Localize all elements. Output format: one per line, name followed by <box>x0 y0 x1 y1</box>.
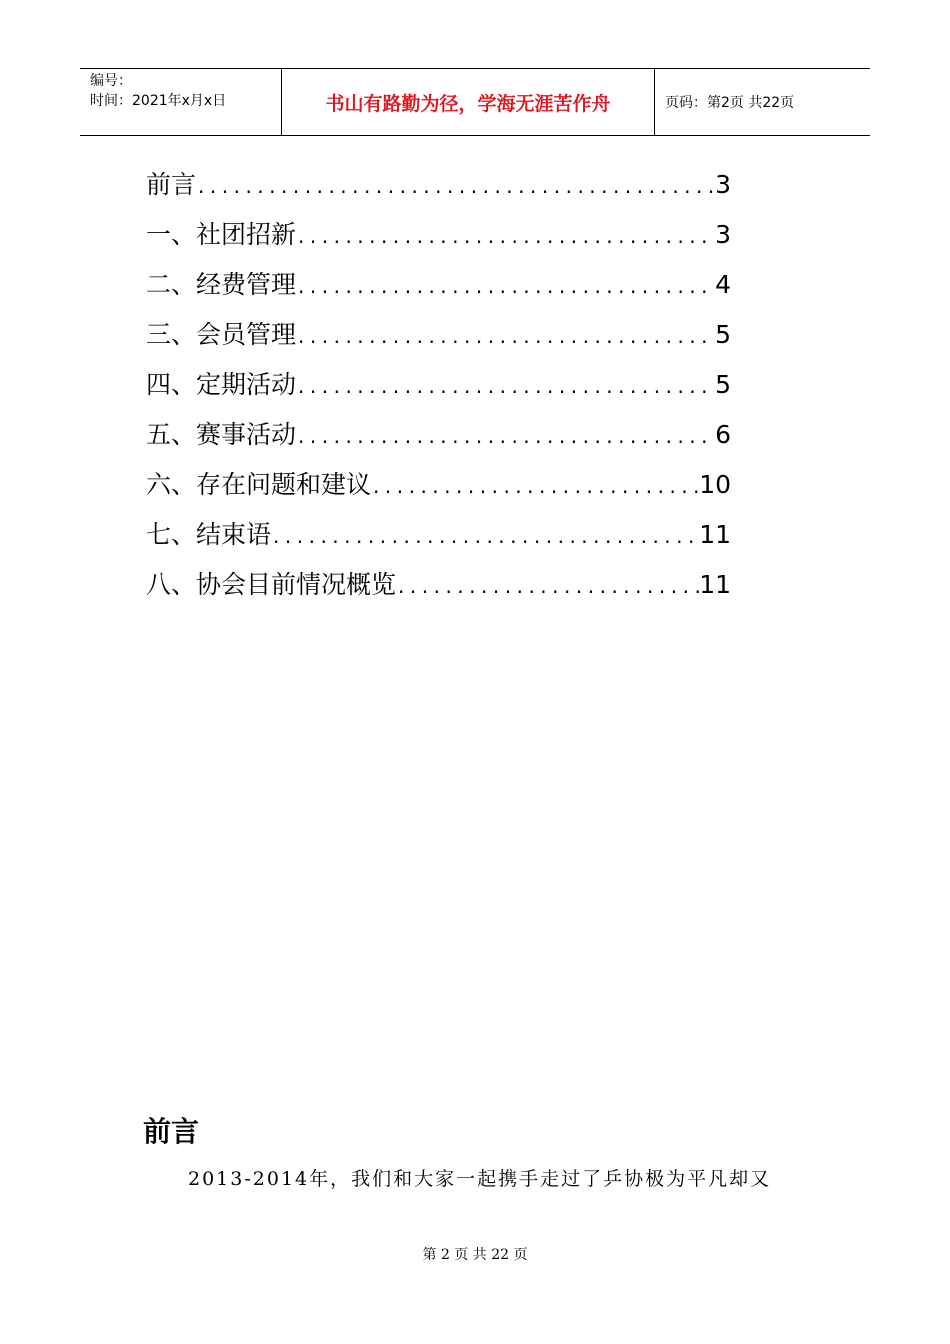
toc-leader-dots <box>371 464 699 508</box>
toc-entry-page: 5 <box>715 370 731 399</box>
toc-entry-label: 三、会员管理 <box>146 320 297 349</box>
toc-entry-label: 六、存在问题和建议 <box>146 470 372 499</box>
toc-leader-dots <box>296 314 715 358</box>
toc-entry[interactable] <box>146 363 731 413</box>
toc-entry-page: 4 <box>715 270 731 299</box>
page-footer: 第 2 页 共 22 页 <box>422 1247 528 1263</box>
toc-leader-dots <box>296 214 715 258</box>
toc-entry-page: 3 <box>715 220 731 249</box>
toc-leader-dots <box>271 514 699 558</box>
toc-entry-label: 五、赛事活动 <box>146 420 297 449</box>
toc-entry-label: 前言 <box>146 170 197 199</box>
toc-entry-label: 八、协会目前情况概览 <box>146 570 397 599</box>
toc-entry-label: 四、定期活动 <box>146 370 297 399</box>
toc-entry[interactable] <box>146 563 731 613</box>
toc-entry[interactable] <box>146 413 731 463</box>
toc-entry[interactable] <box>146 463 731 513</box>
toc-entry-page: 11 <box>699 520 731 549</box>
toc-entry-label: 七、结束语 <box>146 520 272 549</box>
toc-entry-page: 5 <box>715 320 731 349</box>
toc-leader-dots <box>296 264 715 308</box>
toc-entry[interactable] <box>146 163 731 213</box>
toc-leader-dots <box>196 164 715 208</box>
toc-entry[interactable] <box>146 213 731 263</box>
header-page-number: 页码：第2页 共22页 <box>665 95 795 111</box>
toc-entry-page: 6 <box>715 420 731 449</box>
document-number: 编号： <box>90 73 132 89</box>
toc-leader-dots <box>396 564 699 608</box>
toc-leader-dots <box>296 364 715 408</box>
toc-entry-page: 11 <box>699 570 731 599</box>
section-title: 前言 <box>143 1115 200 1148</box>
header-motto: 书山有路勤为径，学海无涯苦作舟 <box>282 69 655 135</box>
table-of-contents <box>146 163 731 613</box>
header-meta <box>80 69 282 135</box>
page-header <box>80 68 870 136</box>
toc-entry[interactable] <box>146 513 731 563</box>
body-paragraph: 2013-2014年，我们和大家一起携手走过了乒协极为平凡却又 <box>188 1168 772 1190</box>
toc-leader-dots <box>296 414 715 458</box>
toc-entry[interactable] <box>146 313 731 363</box>
toc-entry-label: 一、社团招新 <box>146 220 297 249</box>
toc-entry-page: 3 <box>715 170 731 199</box>
toc-entry-page: 10 <box>699 470 731 499</box>
toc-entry[interactable] <box>146 263 731 313</box>
toc-entry-label: 二、经费管理 <box>146 270 297 299</box>
document-date: 时间：2021年x月x日 <box>90 93 227 109</box>
